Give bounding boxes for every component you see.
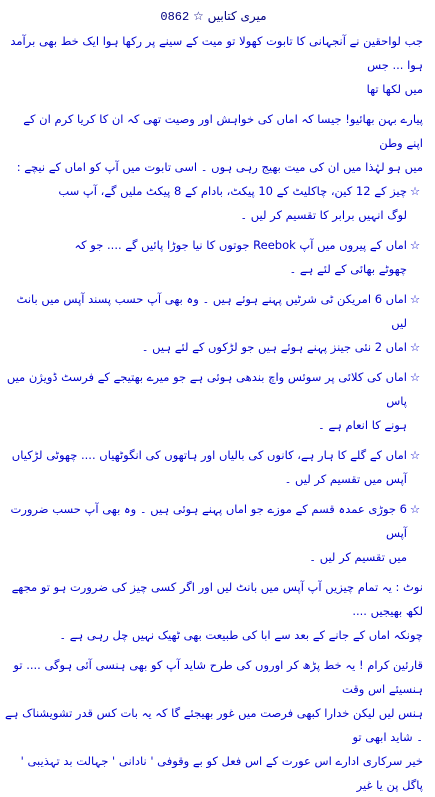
list-item xyxy=(4,335,423,359)
text-line: نوٹ : یہ تمام چیزیں آپ آپس میں بانٹ لیں اور اگر کسی چیز کی ضرورت ہو تو مجھے لکھ بھیجیں .... xyxy=(11,580,423,618)
star-icon: ☆ xyxy=(409,340,421,354)
text-line: اماں کے گلے کا ہار ہے، کانوں کی بالیاں اور ہاتھوں کی انگوٹھیاں .... چھوٹی لڑکیاں xyxy=(11,448,407,462)
text-line: آپس میں تقسیم کر لیں ۔ xyxy=(284,472,407,486)
text-line: چھوٹے بھائی کے لئے ہے ۔ xyxy=(289,262,407,276)
text-line: قارئین کرام ! یہ خط پڑھ کر اوروں کی طرح شاید آپ کو بھی ہنسی آئی ہوگی .... تو ہنسیئے اس وقت xyxy=(13,658,423,696)
text-line: اماں 6 امریکن ٹی شرٹیں پہنے ہوئے ہیں ۔ وہ بھی آپ حسب پسند آپس میں بانٹ لیں xyxy=(16,292,407,330)
text-line: میں تقسیم کر لیں ۔ xyxy=(309,550,407,564)
text-line: اماں 2 نئی جینز پہنے ہوئے ہیں جو لڑکوں کے لئے ہیں ۔ xyxy=(141,340,407,354)
letter-opening xyxy=(4,107,423,179)
text-line: ہونے کا انعام ہے ۔ xyxy=(317,418,407,432)
text-line: چونکہ اماں کے جانے کے بعد سے ابا کی طبیعت بھی ٹھیک نہیں چل رہی ہے ۔ xyxy=(59,628,423,642)
star-icon: ☆ xyxy=(409,292,421,306)
post-number: 0862 xyxy=(160,10,190,24)
list-item xyxy=(4,179,423,227)
list-item xyxy=(4,287,423,335)
text-line: ہنس لیں لیکن خدارا کبھی فرصت میں غور بھیجئے گا کہ یہ بات کس قدر تشویشناک ہے ۔ شاید ابھی تو xyxy=(5,706,423,744)
star-icon: ☆ xyxy=(409,238,421,252)
star-icon: ☆ xyxy=(409,370,421,384)
text-line: 6 جوڑی عمدہ قسم کے موزے جو اماں پہنے ہوئی ہیں ۔ وہ بھی آپ حسب ضرورت آپس xyxy=(10,502,407,540)
page-header xyxy=(4,4,423,29)
page-title: میری کتابیں xyxy=(207,9,267,23)
text-line: اماں کے پیروں میں آپ Reebok جوتوں کا نیا جوڑا پائیں گے .... جو کہ xyxy=(74,238,407,252)
star-icon: ☆ xyxy=(409,502,421,516)
star-icon: ☆ xyxy=(193,9,204,23)
text-line: چیز کے 12 کین، چاکلیٹ کے 10 پیکٹ، بادام کے 8 پیکٹ ملیں گے، آپ سب xyxy=(58,184,407,198)
list-item xyxy=(4,497,423,569)
text-line: میں ہو لہٰذا میں ان کی میت بھیج رہی ہوں ۔ اسی تابوت میں آپ کو اماں کے نیچے : xyxy=(16,160,423,174)
closing-paragraph xyxy=(4,653,423,797)
note-paragraph xyxy=(4,575,423,647)
text-line: اماں کی کلائی پر سوئس واچ بندھی ہوئی ہے جو میرے بھتیجے کے فرسٹ ڈویژن میں پاس xyxy=(6,370,407,408)
item-list xyxy=(4,179,423,569)
intro-paragraph xyxy=(4,29,423,101)
text-line: خیر سرکاری ادارے اس عورت کے اس فعل کو بے وقوفی ' نادانی ' جہالت بد تہذیبی ' پاگل پن یا غیر xyxy=(20,754,423,792)
list-item xyxy=(4,443,423,491)
list-item xyxy=(4,365,423,437)
text-line: میں لکھا تھا xyxy=(366,82,423,96)
star-icon: ☆ xyxy=(409,184,421,198)
text-line: جب لواحقین نے آنجہانی کا تابوت کھولا تو میت کے سینے پر رکھا ہوا ایک خط بھی برآمد ہوا ... جس xyxy=(10,34,423,72)
text-line: پیارے بہن بھائیو! جیسا کہ اماں کی خواہش اور وصیت تھی کہ ان کا کریا کرم ان کے اپنے وطن xyxy=(23,112,423,150)
list-item xyxy=(4,233,423,281)
text-line: لوگ انہیں برابر کا تقسیم کر لیں ۔ xyxy=(240,208,407,222)
star-icon: ☆ xyxy=(409,448,421,462)
